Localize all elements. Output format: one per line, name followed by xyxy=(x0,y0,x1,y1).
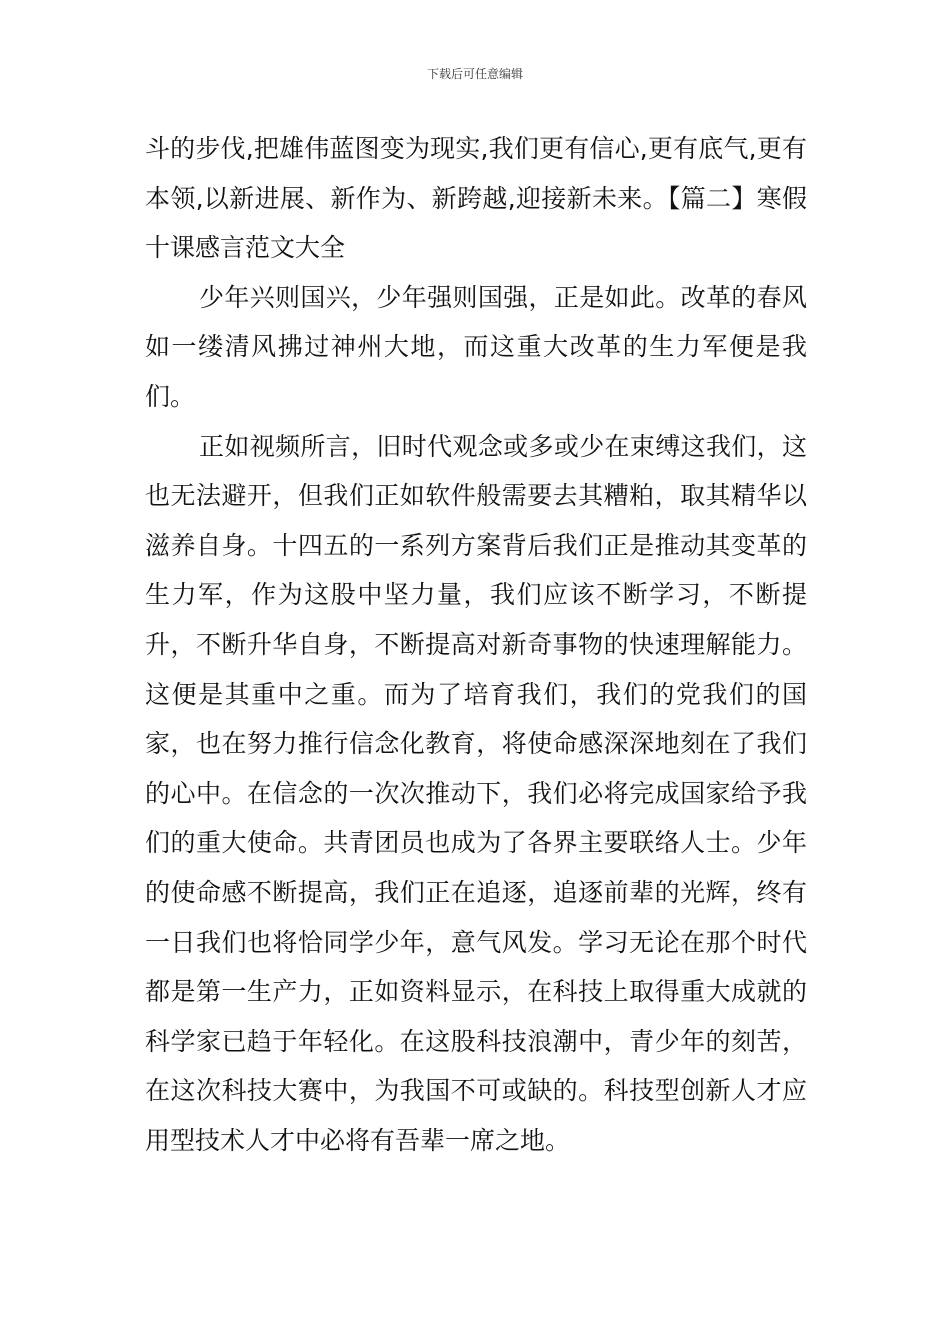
paragraph-continuation: 斗的步伐,把雄伟蓝图变为现实,我们更有信心,更有底气,更有本领,以新进展、新作为、新跨越,迎接新未来。【篇二】寒假十课感言范文大全 xyxy=(145,134,807,263)
page-header-note: 下载后可任意编辑 xyxy=(426,67,523,81)
document-body xyxy=(145,124,807,1165)
paragraph: 正如视频所言，旧时代观念或多或少在束缚这我们，这也无法避开，但我们正如软件般需要去其糟粕，取其精华以滋养自身。十四五的一系列方案背后我们正是推动其变革的生力军，作为这股中坚力量，我们应该不断学习，不断提升，不断升华自身，不断提高对新奇事物的快速理解能力。这便是其重中之重。而为了培育我们，我们的党我们的国家，也在努力推行信念化教育，将使命感深深地刻在了我们的心中。在信念的一次次推动下，我们必将完成国家给予我们的重大使命。共青团员也成为了各界主要联络人士。少年的使命感不断提高，我们正在追逐，追逐前辈的光辉，终有一日我们也将恰同学少年，意气风发。学习无论在那个时代都是第一生产力，正如资料显示，在科技上取得重大成就的科学家已趋于年轻化。在这股科技浪潮中，青少年的刻苦，在这次科技大赛中，为我国不可或缺的。科技型创新人才应用型技术人才中必将有吾辈一席之地。 xyxy=(145,431,807,1155)
paragraph: 少年兴则国兴，少年强则国强，正是如此。改革的春风如一缕清风拂过神州大地，而这重大改革的生力军便是我们。 xyxy=(145,282,807,411)
